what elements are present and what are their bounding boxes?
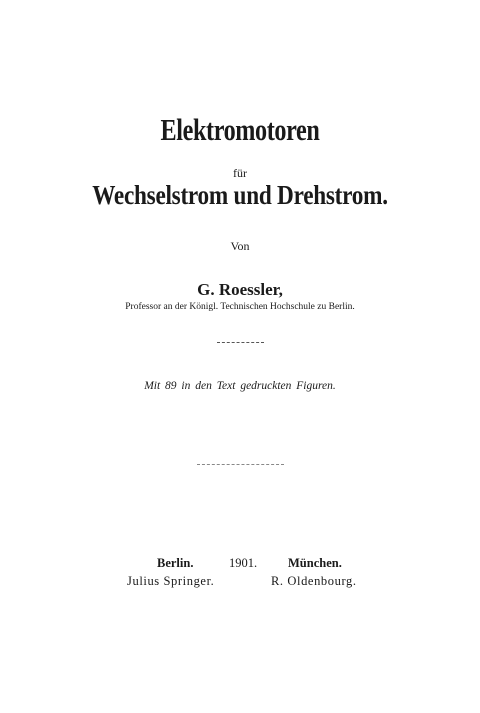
book-title: Elektromotoren (160, 112, 320, 147)
by-line: Von (230, 239, 250, 253)
author-name: G. Roessler, (197, 280, 283, 299)
ornamental-rule-top (217, 342, 264, 343)
imprint-city-left: Berlin. (157, 556, 194, 570)
figures-note: Mit 89 in den Text gedruckten Figuren. (144, 380, 336, 392)
imprint-city-right: München. (288, 556, 342, 570)
imprint-year: 1901. (229, 556, 258, 570)
author-affiliation: Professor an der Königl. Technischen Hochschule zu Berlin. (125, 302, 355, 312)
ornamental-rule-bottom (197, 464, 284, 465)
imprint-publisher-left: Julius Springer. (127, 574, 215, 588)
title-preposition: für (233, 166, 247, 180)
imprint-publisher-right: R. Oldenbourg. (271, 574, 357, 588)
book-subtitle: Wechselstrom und Drehstrom. (92, 180, 388, 210)
